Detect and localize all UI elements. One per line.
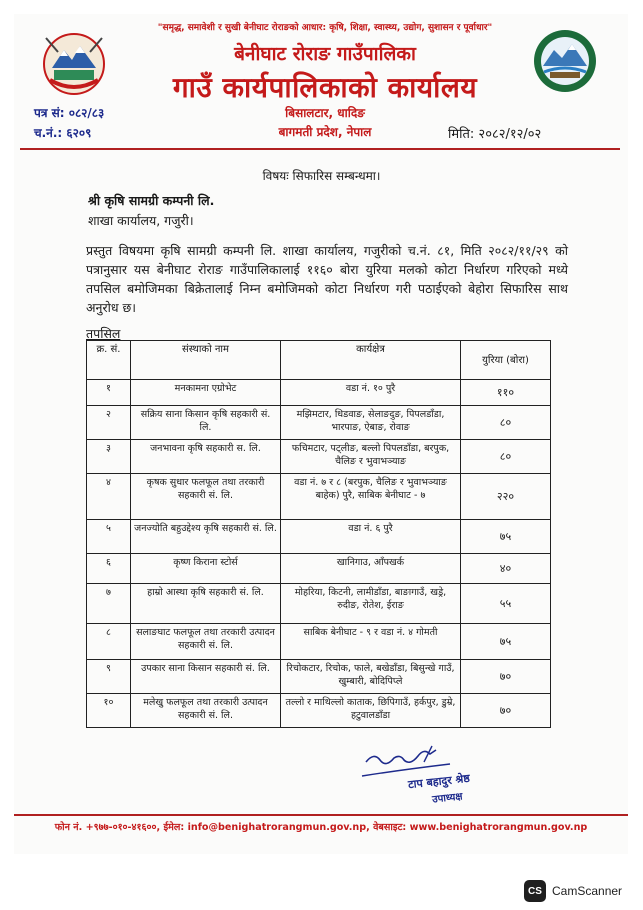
address-line-2: बागमती प्रदेश, नेपाल <box>278 125 372 139</box>
row-sn: १० <box>87 694 131 728</box>
row-org: जनभावना कृषि सहकारी स. लि. <box>131 440 281 474</box>
schedule-heading: तपसिल <box>86 326 121 341</box>
row-area: मोहरिया, किटनी, लामीडाँडा, बाङागाउँ, खड्रे, रुदीङ, रोतेश, ईराङ <box>281 584 461 624</box>
row-qty: ७० <box>461 694 551 728</box>
row-org: हाम्रो आस्था कृषि सहकारी सं. लि. <box>131 584 281 624</box>
row-org: जनज्योति बहुउद्देश्य कृषि सहकारी सं. लि. <box>131 520 281 554</box>
camscanner-label: CamScanner <box>552 884 623 898</box>
row-qty: ११० <box>461 380 551 406</box>
header-area: कार्यक्षेत्र <box>281 341 461 380</box>
recipient-office: शाखा कार्यालय, गजुरी। <box>88 213 194 228</box>
row-qty: ७० <box>461 660 551 694</box>
row-qty: ७५ <box>461 520 551 554</box>
motto: "समृद्ध, समावेशी र सुखी बेनीघाट रोराङको आधार: कृषि, शिक्षा, स्वास्थ्य, उद्योग, सुशासन र पूर्वाधार" <box>157 23 493 33</box>
row-qty: ७५ <box>461 624 551 660</box>
row-area: तल्लो र माथिल्लो काताक, छिपिगाउँ, हर्कपुर, डुम्रे, हटुवालडाँडा <box>281 694 461 728</box>
table-row <box>87 520 551 554</box>
table-row <box>87 474 551 520</box>
row-area: फचिमटार, पट्लीङ, बल्लो पिपलडाँडा, बरपुक, चैलिङ र भुवाभञ्याङ <box>281 440 461 474</box>
row-org: सलाङघाट फलफूल तथा तरकारी उत्पादन सहकारी सं. लि. <box>131 624 281 660</box>
row-area: वडा नं. ७ र ८ (बरपुक, चैलिङ र भुवाभञ्याङ बाहेक) पुरै, साबिक बेनीघाट - ७ <box>281 474 461 520</box>
row-sn: ६ <box>87 554 131 584</box>
dispatch-number: च.नं.: ६२०९ <box>34 126 92 140</box>
letter-date: मिति: २०८२/१२/०२ <box>448 127 542 142</box>
nepal-emblem-icon <box>38 28 110 100</box>
row-qty: ४० <box>461 554 551 584</box>
recipient-name: श्री कृषि सामग्री कम्पनी लि. <box>88 193 215 208</box>
allocation-table <box>86 340 551 728</box>
palika-name: बेनीघाट रोराङ गाउँपालिका <box>234 43 416 65</box>
camscanner-icon: CS <box>524 880 546 902</box>
row-sn: ५ <box>87 520 131 554</box>
row-org: कृषक सुधार फलफूल तथा तरकारी सहकारी सं. लि. <box>131 474 281 520</box>
row-area: मझिमटार, धिडवाङ, सेलाङदुङ, पिपलडाँडा, भारपाङ, ऐबाङ, रोवाङ <box>281 406 461 440</box>
row-org: उपकार साना किसान सहकारी सं. लि. <box>131 660 281 694</box>
table-header-row <box>87 341 551 380</box>
row-area: खानिगाउ, आँपखर्क <box>281 554 461 584</box>
table-row <box>87 440 551 474</box>
signatory-name: टाप बहादुर श्रेष्ठ <box>407 771 471 792</box>
header-org: संस्थाको नाम <box>131 341 281 380</box>
table-row <box>87 584 551 624</box>
row-sn: ३ <box>87 440 131 474</box>
reference-number: पत्र सं: ०८२/८३ <box>34 106 105 120</box>
row-area: वडा नं. ६ पुरै <box>281 520 461 554</box>
footer-contact: फोन नं. +९७७-०१०-४१६००, ईमेल: info@benighatrorangmun.gov.np, वेबसाइट: www.benighatrorangmun.gov.np <box>54 822 588 833</box>
table-row <box>87 406 551 440</box>
row-qty: ५५ <box>461 584 551 624</box>
row-sn: २ <box>87 406 131 440</box>
office-name: गाउँ कार्यपालिकाको कार्यालय <box>172 71 478 104</box>
table-row <box>87 554 551 584</box>
row-sn: ४ <box>87 474 131 520</box>
row-area: वडा नं. १० पुरै <box>281 380 461 406</box>
letter-body: प्रस्तुत विषयमा कृषि सामग्री कम्पनी लि. शाखा कार्यालय, गजुरीको च.नं. ८१, मिति २०८२/११/२९ को पत्रानुसार यस बेनीघाट रोराङ गाउँपालिकालाई ११६० बोरा युरिया मलको कोटा निर्धारण गरिएको मध्ये तपसिल बमोजिमका बिक्रेतालाई निम्न बमोजिमको कोटा निर्धारण गरी पठाईएको बेहोरा सिफारिस साथ अनुरोध छ। <box>86 243 568 315</box>
row-org: सक्रिय साना किसान कृषि सहकारी सं. लि. <box>131 406 281 440</box>
row-sn: १ <box>87 380 131 406</box>
camscanner-watermark <box>524 880 622 902</box>
row-sn: ८ <box>87 624 131 660</box>
row-area: रिचोकटार, रिचोक, फाले, बखेडाँडा, बिसुन्खे गाउँ, खुम्बारी, बोदिपिप्ले <box>281 660 461 694</box>
table-row <box>87 660 551 694</box>
row-org: मनकामना एग्रोभेट <box>131 380 281 406</box>
signatory-designation: उपाध्यक्ष <box>431 791 464 806</box>
table-row <box>87 624 551 660</box>
table-row <box>87 380 551 406</box>
header-urea: युरिया (बोरा) <box>461 341 551 380</box>
row-qty: ८० <box>461 440 551 474</box>
header-divider <box>20 148 620 150</box>
letter-subject: विषयः सिफारिस सम्बन्धमा। <box>262 169 381 183</box>
row-org: कृष्ण किराना स्टोर्स <box>131 554 281 584</box>
row-qty: २२० <box>461 474 551 520</box>
row-qty: ८० <box>461 406 551 440</box>
footer-divider <box>14 814 628 816</box>
header-sn: क्र. सं. <box>87 341 131 380</box>
row-area: साबिक बेनीघाट - ९ र वडा नं. ४ गोमती <box>281 624 461 660</box>
municipality-logo-icon <box>532 28 598 94</box>
row-org: मलेखु फलफूल तथा तरकारी उत्पादन सहकारी सं. लि. <box>131 694 281 728</box>
row-sn: ९ <box>87 660 131 694</box>
table-row <box>87 694 551 728</box>
row-sn: ७ <box>87 584 131 624</box>
address-line-1: बिसालटार, धादिङ <box>285 106 365 120</box>
